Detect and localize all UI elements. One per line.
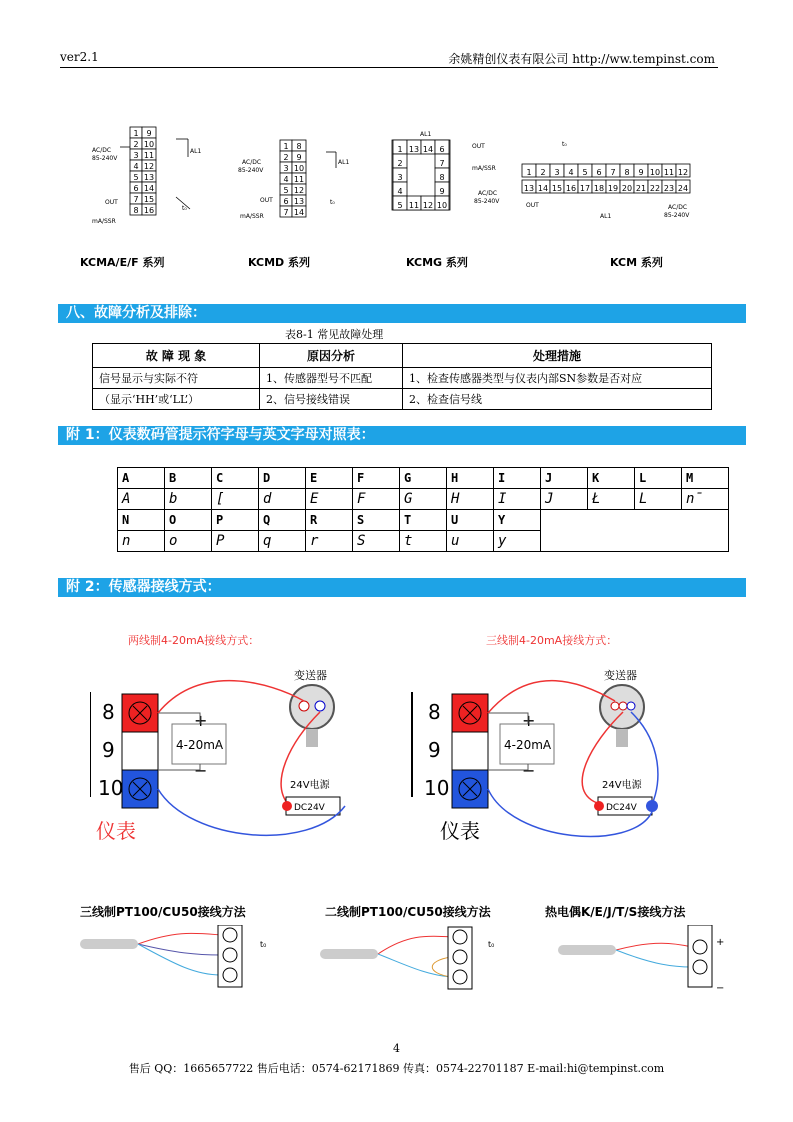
kcm-t0: t₀ (562, 141, 567, 148)
kcmd-al1: AL1 (338, 159, 350, 166)
sensor-wiring-diagrams (76, 925, 736, 995)
table-row (93, 389, 712, 410)
two-wire-diagram (90, 633, 345, 843)
kcmg-al1: AL1 (420, 131, 432, 138)
kcm-pin: 5 (582, 168, 588, 177)
kcma-out: OUT (105, 199, 118, 206)
kcma-pin: 6 (133, 184, 139, 193)
pt100-3wire-t0: t₀ (260, 940, 267, 949)
two-wire-title: 两线制4-20mA接线方式： (128, 634, 260, 647)
letter-cell: B (165, 468, 212, 489)
letter-cell: P (212, 510, 259, 531)
kcma-pin: 9 (146, 129, 152, 138)
kcma-pin: 16 (143, 206, 155, 215)
segment-glyph: t (400, 531, 447, 552)
kcmg-acdc: AC/DC (478, 190, 498, 197)
kcmd-pin: 4 (283, 175, 289, 184)
kcmg-pin: 2 (397, 159, 403, 168)
letter-cell: E (306, 468, 353, 489)
segment-glyph: o (165, 531, 212, 552)
kcmd-t0: t₀ (330, 199, 335, 206)
kcmd-pin: 5 (283, 186, 289, 195)
kcm-pin: 15 (551, 184, 563, 193)
fault-header: 故 障 现 象 (93, 344, 260, 368)
solution-header: 处理措施 (403, 344, 712, 368)
letter-cell: H (447, 468, 494, 489)
kcmd-diagram (238, 140, 349, 220)
segment-glyph: u (447, 531, 494, 552)
kcmg-ma-ssr: mA/SSR (472, 165, 496, 172)
segment-glyph: n̄ (682, 489, 729, 510)
kcmd-pin: 13 (293, 197, 305, 206)
letter-cell: D (259, 468, 306, 489)
kcmg-pin: 13 (408, 145, 420, 154)
kcma-pin: 7 (133, 195, 139, 204)
segment-glyph: q (259, 531, 306, 552)
kcmg-volt: 85-240V (474, 198, 500, 205)
letter-cell: Y (494, 510, 541, 531)
transmitter-wiring-diagrams (90, 622, 710, 852)
kcma-pin: 14 (143, 184, 155, 193)
three-wire-dc: DC24V (606, 803, 637, 813)
segment-glyph: d (259, 489, 306, 510)
kcmd-pin: 10 (293, 164, 305, 173)
company-header: 余姚精创仪表有限公司 http://ww.tempinst.com (448, 52, 715, 66)
kcm-pin: 19 (607, 184, 619, 193)
kcmd-pin: 7 (283, 208, 289, 217)
kcma-acdc: AC/DC (92, 147, 112, 154)
header-divider (60, 67, 718, 68)
kcma-pin: 1 (133, 129, 139, 138)
kcma-diagram (92, 127, 201, 225)
kcm-pin: 9 (638, 168, 644, 177)
kcmg-pin: 5 (397, 201, 403, 210)
three-wire-diagram (412, 633, 658, 843)
kcmg-pin: 8 (439, 173, 445, 182)
letter-cell: L (635, 468, 682, 489)
kcmd-pin: 2 (283, 153, 289, 162)
kcm-pin: 10 (649, 168, 661, 177)
pin-8: 8 (428, 700, 441, 724)
kcm-acdc: AC/DC (668, 204, 688, 211)
kcmg-pin: 11 (408, 201, 420, 210)
empty-cell (541, 510, 729, 552)
kcmd-pin: 1 (283, 142, 289, 151)
two-wire-power: 24V电源 (290, 780, 330, 791)
pt100-3wire-title: 三线制PT100/CU50接线方法 (80, 905, 246, 919)
appendix1-title: 附 1：仪表数码管提示符字母与英文字母对照表： (58, 426, 746, 445)
segment-glyph: I (494, 489, 541, 510)
thermocouple-title: 热电偶K/E/J/T/S接线方法 (545, 905, 686, 919)
kcmg-out: OUT (472, 143, 485, 150)
kcm-pin: 3 (554, 168, 560, 177)
kcm-pin: 21 (635, 184, 647, 193)
thermocouple-diagram (558, 925, 724, 994)
fault-cell: 信号显示与实际不符 (93, 368, 260, 389)
two-wire-dc: DC24V (294, 803, 325, 813)
pin-8: 8 (102, 700, 115, 724)
letter-cell: S (353, 510, 400, 531)
kcm-pin: 2 (540, 168, 546, 177)
kcm-pin: 16 (565, 184, 577, 193)
kcmg-pin: 1 (397, 145, 403, 154)
contact-footer: 售后 QQ：1665657722 售后电话：0574-62171869 传真：0574-22701187 E-mail:hi@tempinst.com (128, 1062, 665, 1075)
kcm-volt: 85-240V (664, 212, 690, 219)
kcmd-label: KCMD 系列 (248, 256, 311, 269)
letter-cell: N (118, 510, 165, 531)
segment-glyph: E (306, 489, 353, 510)
letter-cell: T (400, 510, 447, 531)
kcm-pin: 20 (621, 184, 633, 193)
segment-glyph: F (353, 489, 400, 510)
kcmd-pin: 6 (283, 197, 289, 206)
kcma-pin: 8 (133, 206, 139, 215)
cause-cell: 1、传感器型号不匹配 (260, 368, 403, 389)
kcm-pin: 6 (596, 168, 602, 177)
kcm-label: KCM 系列 (610, 256, 663, 269)
kcma-pin: 12 (143, 162, 155, 171)
kcm-pin: 13 (523, 184, 535, 193)
kcma-pin: 4 (133, 162, 139, 171)
kcm-pin: 1 (526, 168, 532, 177)
kcm-pin: 24 (677, 184, 689, 193)
kcma-pin: 3 (133, 151, 139, 160)
kcmd-out: OUT (260, 197, 273, 204)
three-wire-meter: 仪表 (440, 819, 480, 843)
kcmg-pin: 12 (422, 201, 434, 210)
segment-glyph: H (447, 489, 494, 510)
pt100-2wire-t0: t₀ (488, 940, 495, 949)
fault-cell: （显示‘HH’或‘LL’） (93, 389, 260, 410)
kcm-pin: 12 (677, 168, 689, 177)
kcma-volt: 85-240V (92, 155, 118, 162)
segment-glyph: b (165, 489, 212, 510)
cause-cell: 2、信号接线错误 (260, 389, 403, 410)
kcmg-pin: 9 (439, 187, 445, 196)
kcm-pin: 14 (537, 184, 549, 193)
kcmg-pin: 6 (439, 145, 445, 154)
letter-cell: G (400, 468, 447, 489)
solution-cell: 1、检查传感器类型与仪表内部SN参数是否对应 (403, 368, 712, 389)
thermo-plus: + (716, 937, 725, 948)
three-wire-minus: − (522, 761, 536, 780)
kcma-pin: 10 (143, 140, 155, 149)
thermo-minus: − (716, 983, 725, 994)
section8-title: 八、故障分析及排除： (58, 304, 746, 323)
kcma-t0: t₀ (182, 205, 187, 212)
letter-cell: C (212, 468, 259, 489)
kcmd-pin: 3 (283, 164, 289, 173)
segment-glyph: r (306, 531, 353, 552)
segment-glyph: J (541, 489, 588, 510)
three-wire-transmitter: 变送器 (604, 669, 637, 682)
fault-table (92, 343, 712, 410)
kcmg-pin: 4 (397, 187, 403, 196)
two-wire-meter: 仪表 (96, 819, 136, 843)
table-caption: 表8-1 常见故障处理 (285, 328, 384, 341)
kcm-pin: 18 (593, 184, 605, 193)
letter-cell: J (541, 468, 588, 489)
kcma-pin: 2 (133, 140, 139, 149)
letter-cell: M (682, 468, 729, 489)
kcma-pin: 15 (143, 195, 155, 204)
two-wire-plus: + (194, 711, 208, 730)
letter-cell: K (588, 468, 635, 489)
pt100-3wire-diagram (80, 925, 266, 987)
letter-cell: Q (259, 510, 306, 531)
kcma-pin: 11 (143, 151, 155, 160)
kcm-pin: 23 (663, 184, 675, 193)
segment-glyph: A (118, 489, 165, 510)
segment-char-table (117, 467, 729, 552)
kcmg-pin: 10 (436, 201, 448, 210)
kcma-pin: 13 (143, 173, 155, 182)
three-wire-plus: + (522, 711, 536, 730)
three-wire-power: 24V电源 (602, 780, 642, 791)
kcm-diagram (522, 141, 690, 220)
kcmg-pin: 14 (422, 145, 434, 154)
segment-glyph: [ (212, 489, 259, 510)
kcmd-pin: 12 (293, 186, 305, 195)
kcmd-pin: 9 (296, 153, 302, 162)
kcma-pin: 5 (133, 173, 139, 182)
solution-cell: 2、检查信号线 (403, 389, 712, 410)
letter-cell: I (494, 468, 541, 489)
pt100-2wire-diagram (320, 927, 494, 989)
kcmg-pin: 7 (439, 159, 445, 168)
pin-9: 9 (102, 738, 115, 762)
kcm-al1: AL1 (600, 213, 612, 220)
kcm-pin: 17 (579, 184, 591, 193)
letter-cell: A (118, 468, 165, 489)
three-wire-current: 4-20mA (504, 738, 552, 752)
letter-cell: U (447, 510, 494, 531)
segment-glyph: G (400, 489, 447, 510)
appendix2-title: 附 2：传感器接线方式： (58, 578, 746, 597)
two-wire-current: 4-20mA (176, 738, 224, 752)
kcma-al1: AL1 (190, 148, 202, 155)
table-row (93, 368, 712, 389)
kcm-pin: 7 (610, 168, 616, 177)
kcma-ma-ssr: mA/SSR (92, 218, 116, 225)
terminal-wiring-diagrams (80, 122, 720, 272)
kcm-out: OUT (526, 202, 539, 209)
three-wire-title: 三线制4-20mA接线方式： (486, 634, 618, 647)
letter-cell: R (306, 510, 353, 531)
kcma-label: KCMA/E/F 系列 (80, 256, 165, 269)
kcmd-pin: 11 (293, 175, 305, 184)
kcmd-ma-ssr: mA/SSR (240, 213, 264, 220)
kcm-pin: 22 (649, 184, 661, 193)
segment-glyph: Ł (588, 489, 635, 510)
kcmd-acdc: AC/DC (242, 159, 262, 166)
pin-9: 9 (428, 738, 441, 762)
kcmg-diagram (392, 131, 500, 210)
segment-glyph: L (635, 489, 682, 510)
page-number: 4 (393, 1042, 400, 1055)
two-wire-transmitter: 变送器 (294, 669, 327, 682)
kcm-pin: 11 (663, 168, 675, 177)
cause-header: 原因分析 (260, 344, 403, 368)
kcmd-pin: 8 (296, 142, 302, 151)
kcmd-pin: 14 (293, 208, 305, 217)
version-label: ver2.1 (60, 50, 99, 64)
kcmg-pin: 3 (397, 173, 403, 182)
pin-10: 10 (98, 776, 124, 800)
pt100-2wire-title: 二线制PT100/CU50接线方法 (325, 905, 491, 919)
segment-glyph: S (353, 531, 400, 552)
two-wire-minus: − (194, 761, 208, 780)
pin-10: 10 (424, 776, 450, 800)
segment-glyph: P (212, 531, 259, 552)
segment-glyph: n (118, 531, 165, 552)
kcmg-label: KCMG 系列 (406, 256, 468, 269)
segment-glyph: y (494, 531, 541, 552)
kcmd-volt: 85-240V (238, 167, 264, 174)
letter-cell: F (353, 468, 400, 489)
kcm-pin: 4 (568, 168, 574, 177)
letter-cell: O (165, 510, 212, 531)
kcm-pin: 8 (624, 168, 630, 177)
